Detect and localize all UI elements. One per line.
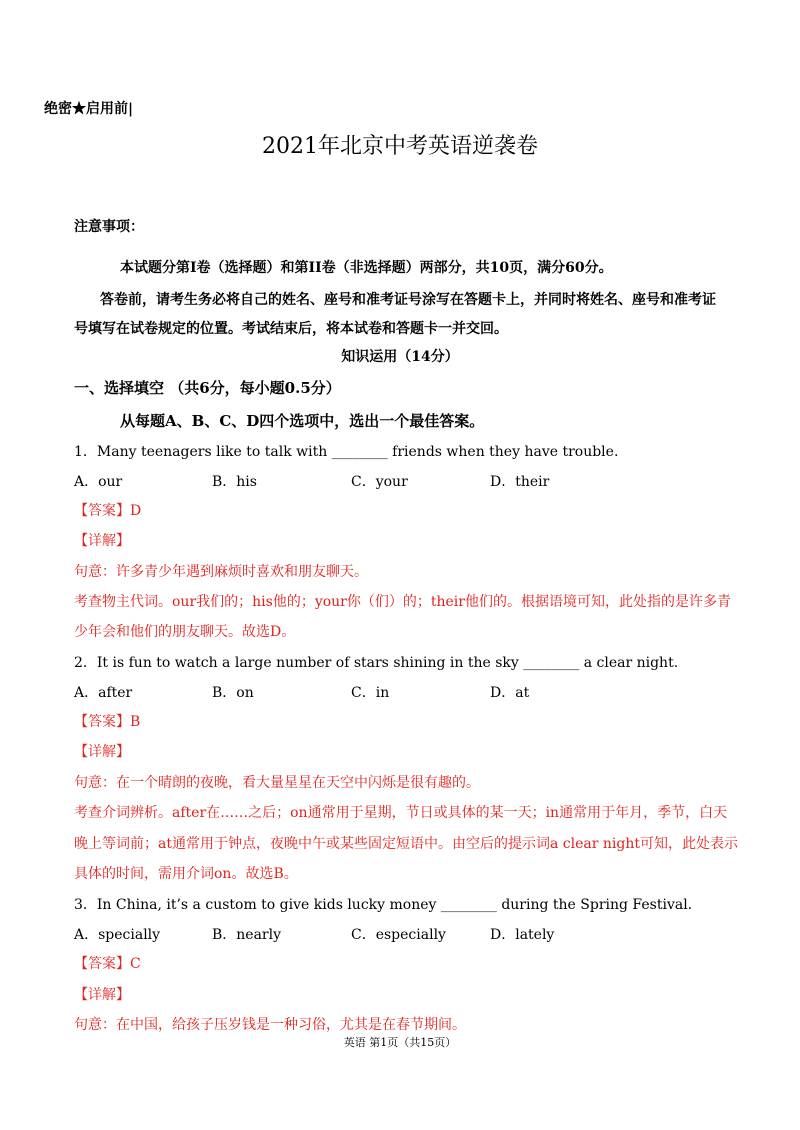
question-1-answer: 【答案】D (74, 503, 142, 519)
question-1-detail-label: 【详解】 (74, 533, 130, 549)
question-stem-3: 3．In China, it’s a custom to give kids lucky money ________ during the Spring Festival. (74, 897, 693, 913)
question-2-option-a: A．after (74, 685, 133, 701)
question-1-option-d: D．their (490, 474, 550, 490)
question-3-option-d: D．lately (490, 927, 555, 943)
page-footer: 英语 第1页（共15页） (343, 1036, 457, 1049)
page-title: 2021年北京中考英语逆袭卷 (262, 134, 538, 159)
question-1-explanation-3: 少年会和他们的朋友聊天。故选D。 (74, 624, 296, 640)
question-2-explanation-3: 晚上等词前；at通常用于钟点，夜晚中午或某些固定短语中。由空后的提示词a clear night可知，此处表示 (74, 836, 738, 852)
question-3-detail-label: 【详解】 (74, 987, 130, 1003)
question-2-explanation-1: 句意：在一个晴朗的夜晚，看大量星星在天空中闪烁是很有趣的。 (74, 775, 480, 791)
question-stem-1: 1．Many teenagers like to talk with ________ friends when they have trouble. (74, 444, 619, 460)
question-2-option-b: B．on (212, 685, 254, 701)
question-1-option-c: C．your (351, 474, 408, 490)
notice-line-3: 号填写在试卷规定的位置。考试结束后，将本试卷和答题卡一并交回。 (74, 321, 508, 337)
question-3-option-a: A．specially (74, 927, 161, 943)
question-1-explanation-2: 考查物主代词。our我们的；his他的；your你（们）的；their他们的。根据语境可知，此处指的是许多青 (74, 594, 731, 610)
question-2-detail-label: 【详解】 (74, 744, 130, 760)
question-2-answer: 【答案】B (74, 714, 141, 730)
question-2-explanation-4: 具体的时间，需用介词on。故选B。 (74, 866, 298, 882)
part-title: 一、选择填空 （共6分，每小题0.5分） (74, 379, 341, 397)
notice-line-2: 答卷前，请考生务必将自己的姓名、座号和准考证号涂写在答题卡上，并同时将姓名、座号和准考证 (100, 292, 716, 308)
confidential-label: 绝密★启用前| (44, 101, 134, 117)
question-3-option-c: C．especially (351, 927, 446, 943)
question-1-option-a: A．our (74, 474, 123, 490)
part-instruction: 从每题A、B、C、D四个选项中，选出一个最佳答案。 (120, 412, 485, 430)
question-3-explanation-1: 句意：在中国，给孩子压岁钱是一种习俗，尤其是在春节期间。 (74, 1017, 466, 1033)
question-3-option-b: B．nearly (212, 927, 282, 943)
question-1-option-b: B．his (212, 474, 257, 490)
question-2-option-c: C．in (351, 685, 390, 701)
question-3-answer: 【答案】C (74, 956, 141, 972)
question-2-option-d: D．at (490, 685, 530, 701)
section-title: 知识运用（14分） (341, 349, 459, 365)
notice-heading: 注意事项： (74, 219, 144, 235)
notice-line-1: 本试题分第I卷（选择题）和第II卷（非选择题）两部分，共10页，满分60分。 (120, 260, 613, 276)
question-stem-2: 2．It is fun to watch a large number of stars shining in the sky ________ a clear night. (74, 655, 679, 671)
question-2-explanation-2: 考查介词辨析。after在……之后；on通常用于星期，节日或具体的某一天；in通常用于年月，季节，白天 (74, 805, 728, 821)
question-1-explanation-1: 句意：许多青少年遇到麻烦时喜欢和朋友聊天。 (74, 564, 368, 580)
